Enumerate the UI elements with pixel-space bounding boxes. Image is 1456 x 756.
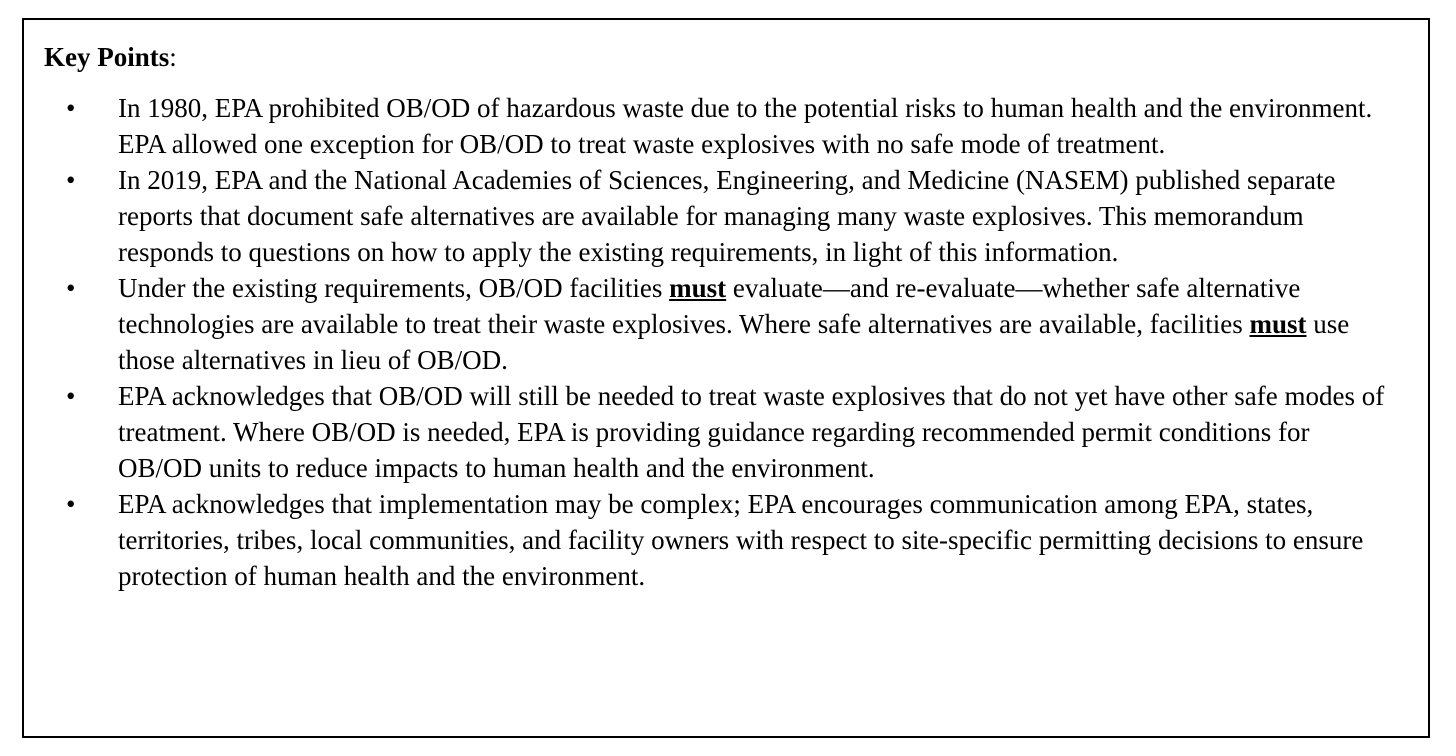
- list-item-text-part: Under the existing requirements, OB/OD facilities: [118, 273, 670, 303]
- list-item-text: In 2019, EPA and the National Academies of Sciences, Engineering, and Medicine (NASEM) published separate reports that document safe alternatives are available for managing many waste explosives. This memorandum responds to questions on how to apply the existing requirements, in light of this information.: [118, 165, 1336, 267]
- list-item-text-part: evaluate—and re-evaluate—whether safe alternative technologies are available to treat their waste explosives. Where safe alternatives are available, facilities: [118, 273, 1301, 339]
- key-points-heading: [44, 39, 177, 75]
- list-item-text: EPA acknowledges that implementation may be complex; EPA encourages communication among EPA, states, territories, tribes, local communities, and facility owners with respect to site-specific permitting decisions to ensure protection of human health and the environment.: [118, 489, 1364, 591]
- list-item-text: EPA acknowledges that OB/OD will still be needed to treat waste explosives that do not yet have other safe modes of treatment. Where OB/OD is needed, EPA is providing guidance regarding recommended permit conditions for OB/OD units to reduce impacts to human health and the environment.: [118, 381, 1385, 483]
- heading-label: Key Points: [44, 42, 170, 72]
- bullet-icon: •: [66, 93, 76, 123]
- list-item-text: In 1980, EPA prohibited OB/OD of hazardous waste due to the potential risks to human health and the environment. EPA allowed one exception for OB/OD to treat waste explosives with no safe mode of treatment.: [118, 93, 1373, 159]
- list-item: [24, 90, 1428, 162]
- bullet-icon: •: [66, 489, 76, 519]
- bullet-icon: •: [66, 381, 76, 411]
- emphasis-must: must: [1249, 309, 1307, 339]
- bullet-icon: •: [66, 273, 76, 303]
- list-item: [24, 486, 1428, 594]
- key-points-box: [22, 18, 1430, 738]
- emphasis-must: must: [669, 273, 727, 303]
- list-item: [24, 378, 1428, 486]
- key-points-list: [24, 90, 1428, 594]
- list-item-text-part: use those alternatives in lieu of OB/OD.: [118, 309, 1350, 375]
- heading-colon: :: [169, 42, 177, 72]
- bullet-icon: •: [66, 165, 76, 195]
- list-item: [24, 162, 1428, 270]
- list-item: [24, 270, 1428, 378]
